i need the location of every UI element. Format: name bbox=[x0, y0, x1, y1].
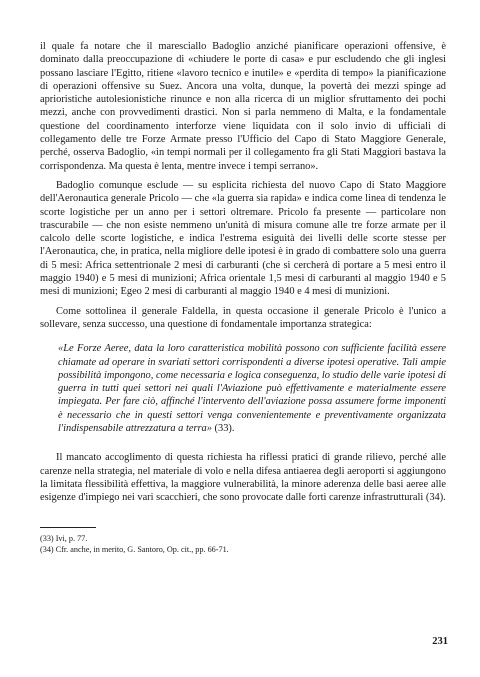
footnote-33 bbox=[40, 533, 446, 544]
block-quote bbox=[58, 342, 446, 435]
footnote-divider bbox=[40, 527, 96, 528]
paragraph-3: Come sottolinea il generale Faldella, in questa occasione il generale Pricolo è l'unico a sollevare, senza successo, una questione di fondamentale importanza strategica: bbox=[40, 305, 446, 330]
page-number: 231 bbox=[432, 636, 448, 647]
page-body bbox=[40, 40, 446, 555]
paragraph-2: Badoglio comunque esclude — su esplicita richiesta del nuovo Capo di Stato Maggiore dell'Aeronautica generale Pricolo — che «la guerra sia rapida» e indica come linea di tendenza le scorte logistiche per un anno per i settori oltremare. Pricolo fa presente — particolare non trascurabile — che non esiste nemmeno un'unità di misura comune alle tre forze armate per il calcolo delle scorte logistiche, e indica l'estrema esiguità dei livelli delle scorte stesse per l'Aeronautica, che, in pratica, nella migliore delle ipotesi è in grado di combattere solo una guerra di 5 mesi: Africa settentrionale 2 mesi di carburanti (che si cercherà di portare a 5 mesi entro il maggio 1940) e 5 mesi di munizioni; Africa orientale 1,5 mesi di carburanti al maggio 1940 e 5 mesi di munizioni; Egeo 2 mesi di carburanti al maggio 1940 e 4 mesi di munizioni. bbox=[40, 179, 446, 298]
footnote-34 bbox=[40, 544, 446, 555]
quote-reference: (33). bbox=[211, 423, 235, 435]
footnote-text: Ivi, p. 77. bbox=[55, 533, 88, 543]
quote-text: «Le Forze Aeree, data la loro caratteristica mobilità possono con sufficiente facilità essere chiamate ad operare in svariati settori corrispondenti a diverse ipotesi operative. Tali ampie possibilità impongono, come necessaria e logica conseguenza, lo studio delle varie ipotesi di guerra in tutti quei settori nei quali l'Aviazione può effettivamente e materialmente essere impiegata. Per fare ciò, affinché l'intervento dell'aviazione possa assumere forme imponenti è necessario che in questi settori venga convenientemente e preventivamente organizzata l'indispensabile attrezzatura a terra» bbox=[58, 343, 446, 435]
paragraph-4: Il mancato accoglimento di questa richiesta ha riflessi pratici di grande rilievo, perché alle carenze nella strategia, nel materiale di volo e nella difesa antiaerea degli aeroporti si aggiungono la limitata flessibilità effettiva, la maggiore vulnerabilità, la minore aderenza delle basi aeree alle esigenze d'impiego nei vari scacchieri, che sono provocate dalle forti carenze infrastrutturali (34). bbox=[40, 452, 446, 504]
footnote-number: (33) bbox=[40, 533, 54, 543]
footnote-number: (34) bbox=[40, 544, 54, 554]
paragraph-1: il quale fa notare che il maresciallo Badoglio anziché pianificare operazioni offensive, è dominato dalla preoccupazione di «chiudere le porte di casa» e pur escludendo che gli inglesi possano lasciare l'Egitto, ritiene «lavoro tecnico e inutile» e «perdita di tempo» la pianificazione di operazioni offensive su Suez. Ancora una volta, dunque, la povertà dei mezzi spinge ad aprioristiche autolesionistiche rinunce e non alla ricerca di un miglior sfruttamento dei pochi mezzi, anche con provvedimenti drastici. Non si parla nemmeno di Malta, e la fondamentale questione del coordinamento interforze viene liquidata con il solo invio di ufficiali di collegamento delle tre Forze Armate presso l'Ufficio del Capo di Stato Maggiore Generale, perché, osserva Badoglio, «in tempi normali per il collegamento fra gli Stati Maggiori bastava la corrispondenza. Ma questa è lenta, mentre invece i tempi serrano». bbox=[40, 41, 446, 172]
footnote-text: Cfr. anche, in merito, G. Santoro, Op. cit., pp. 66-71. bbox=[55, 544, 229, 554]
